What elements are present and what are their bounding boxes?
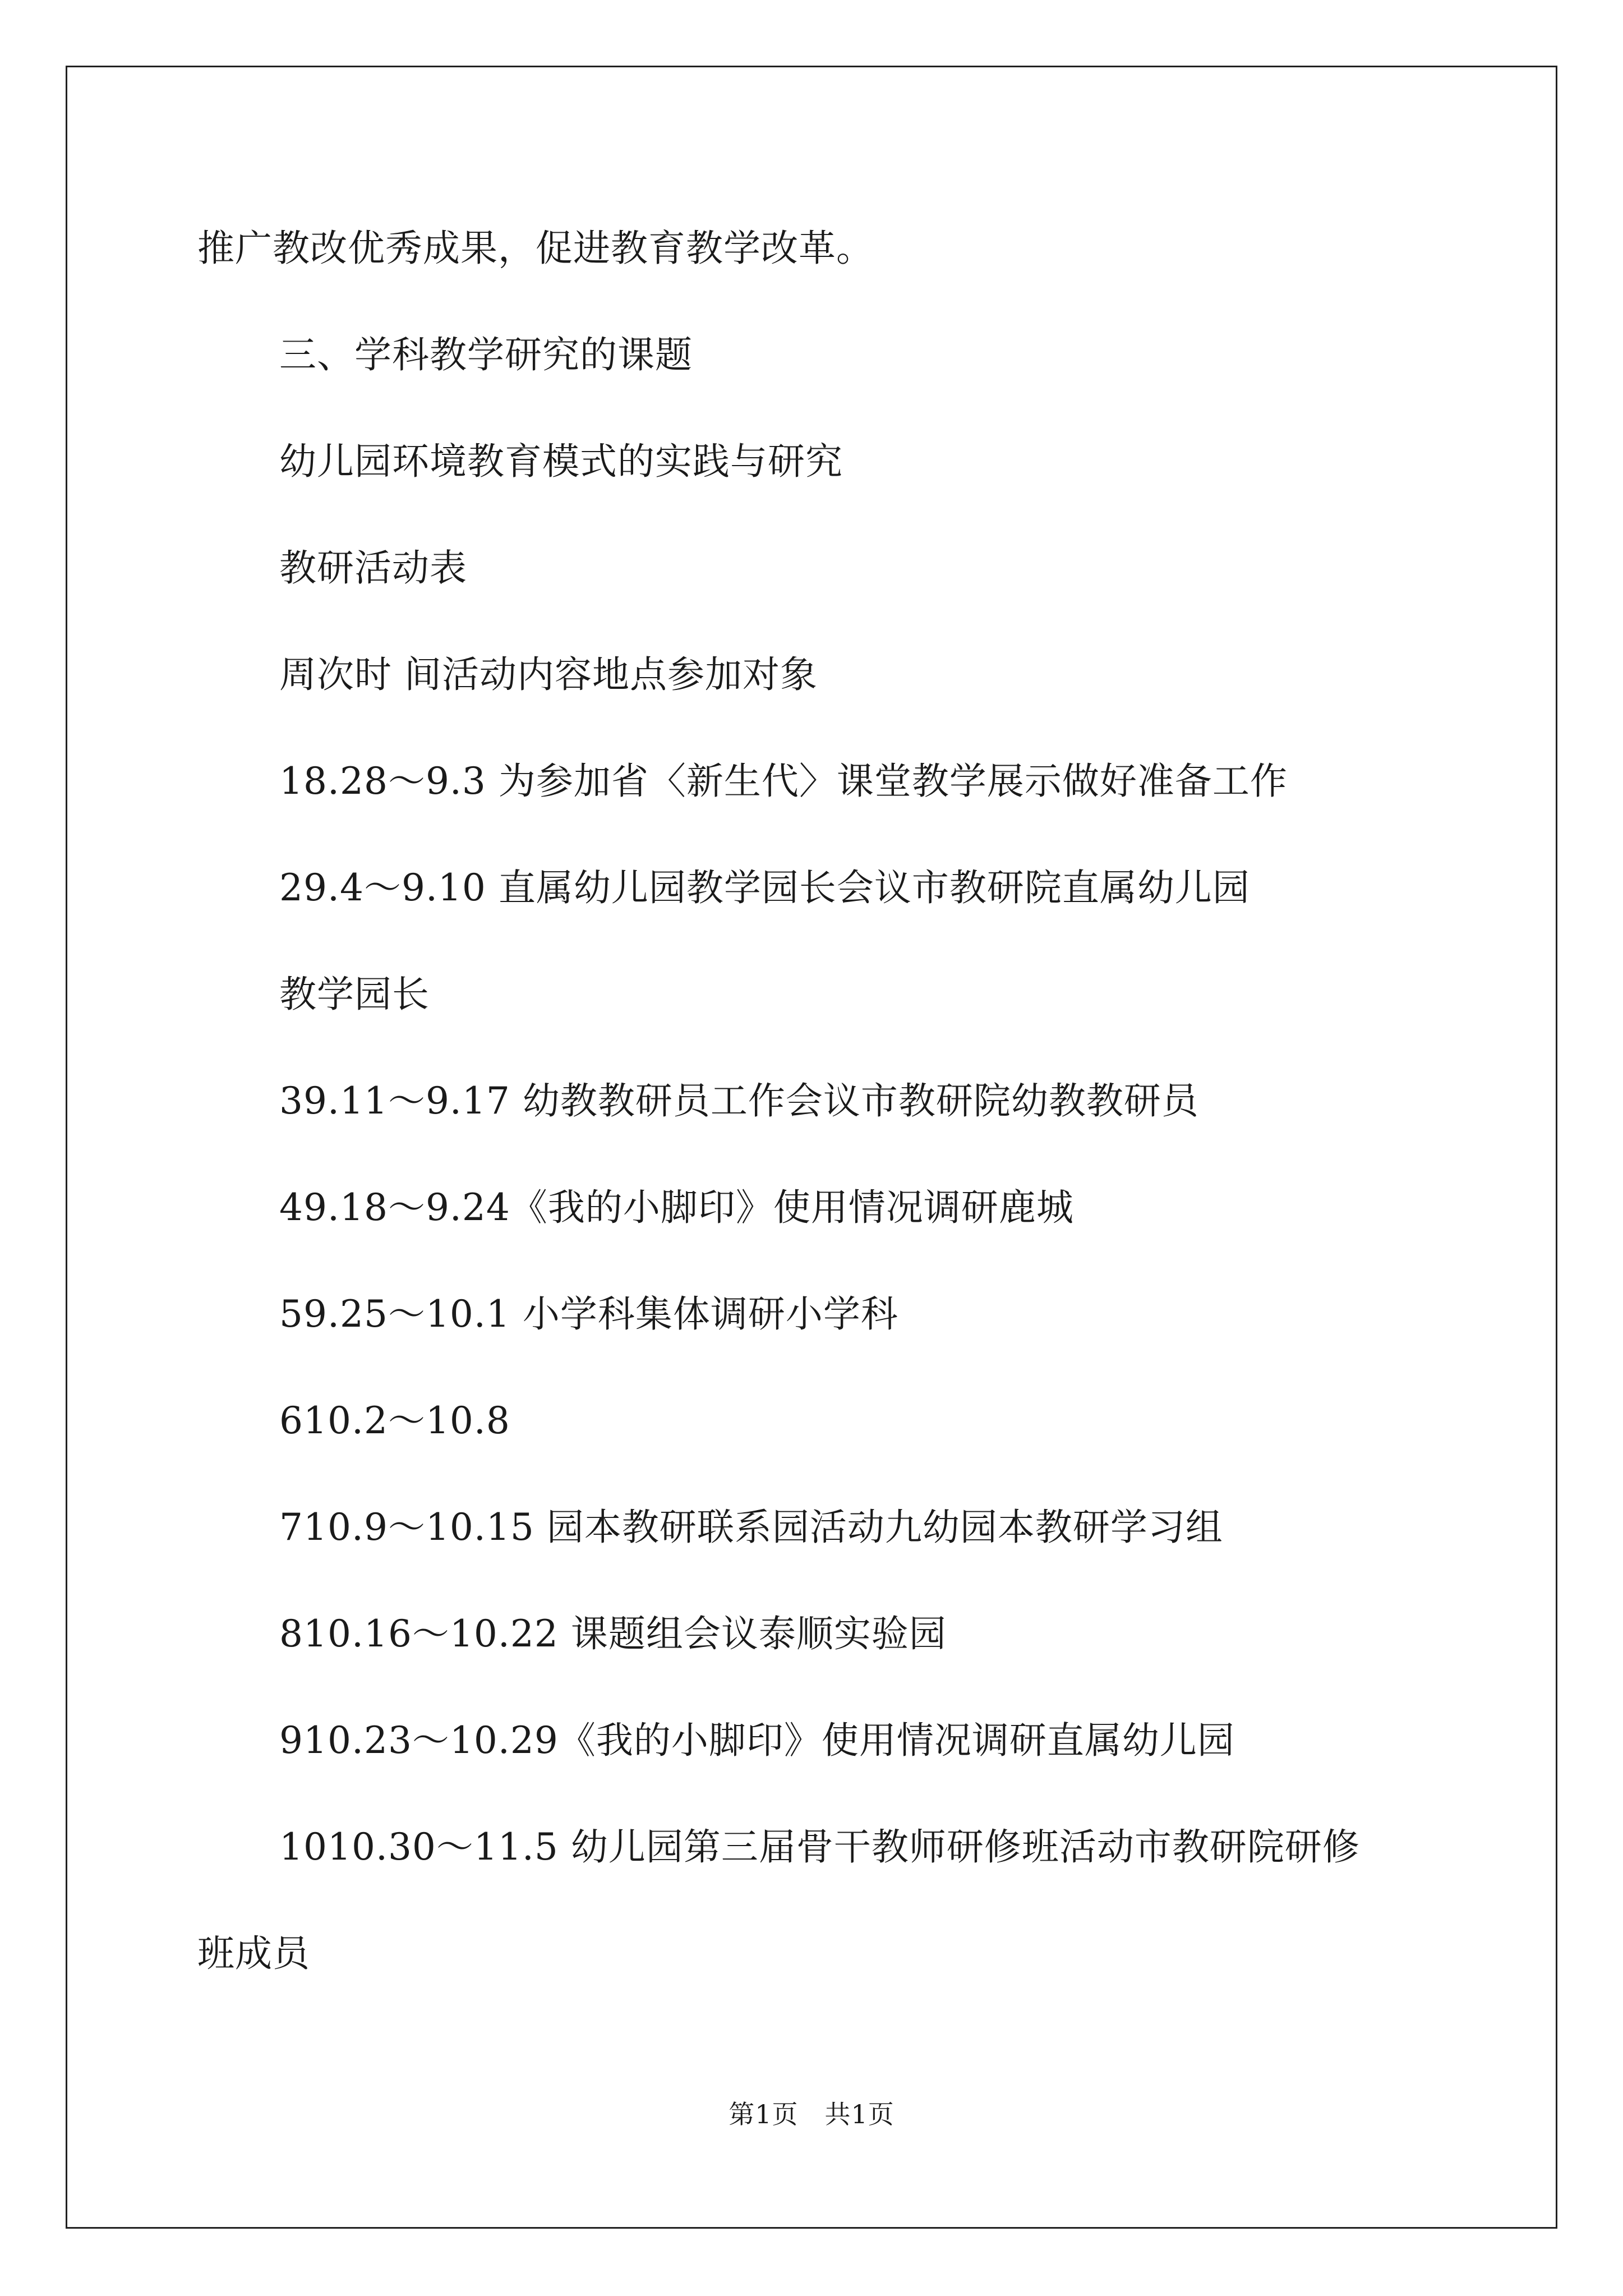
table-row-line: 教学园长 bbox=[279, 973, 430, 1016]
page-border bbox=[66, 66, 1557, 2229]
section-heading: 三、学科教学研究的课题 bbox=[279, 333, 693, 376]
table-row-line: 39.11～9.17 幼教教研员工作会议市教研院幼教教研员 bbox=[279, 1079, 1199, 1122]
table-header-line: 周次时 间活动内容地点参加对象 bbox=[279, 653, 818, 696]
table-row-line: 18.28～9.3 为参加省〈新生代〉课堂教学展示做好准备工作 bbox=[279, 760, 1288, 803]
table-row-line: 59.25～10.1 小学科集体调研小学科 bbox=[279, 1292, 898, 1336]
table-title: 教研活动表 bbox=[279, 546, 467, 590]
table-row-line: 810.16～10.22 课题组会议泰顺实验园 bbox=[279, 1612, 947, 1655]
table-row-line: 710.9～10.15 园本教研联系园活动九幼园本教研学习组 bbox=[279, 1506, 1223, 1549]
text-line: 推广教改优秀成果，促进教育教学改革。 bbox=[197, 227, 874, 270]
table-row-line: 910.23～10.29《我的小脚印》使用情况调研直属幼儿园 bbox=[279, 1719, 1235, 1762]
table-row-line: 1010.30～11.5 幼儿园第三届骨干教师研修班活动市教研院研修 bbox=[279, 1825, 1360, 1869]
table-row-line: 29.4～9.10 直属幼儿园教学园长会议市教研院直属幼儿园 bbox=[279, 866, 1250, 909]
table-row-line: 49.18～9.24《我的小脚印》使用情况调研鹿城 bbox=[279, 1186, 1074, 1229]
text-line: 幼儿园环境教育模式的实践与研究 bbox=[279, 440, 843, 483]
page-number-footer: 第1页 共1页 bbox=[728, 2099, 895, 2129]
table-row-line: 610.2～10.8 bbox=[279, 1399, 510, 1442]
table-row-line: 班成员 bbox=[197, 1932, 310, 1975]
